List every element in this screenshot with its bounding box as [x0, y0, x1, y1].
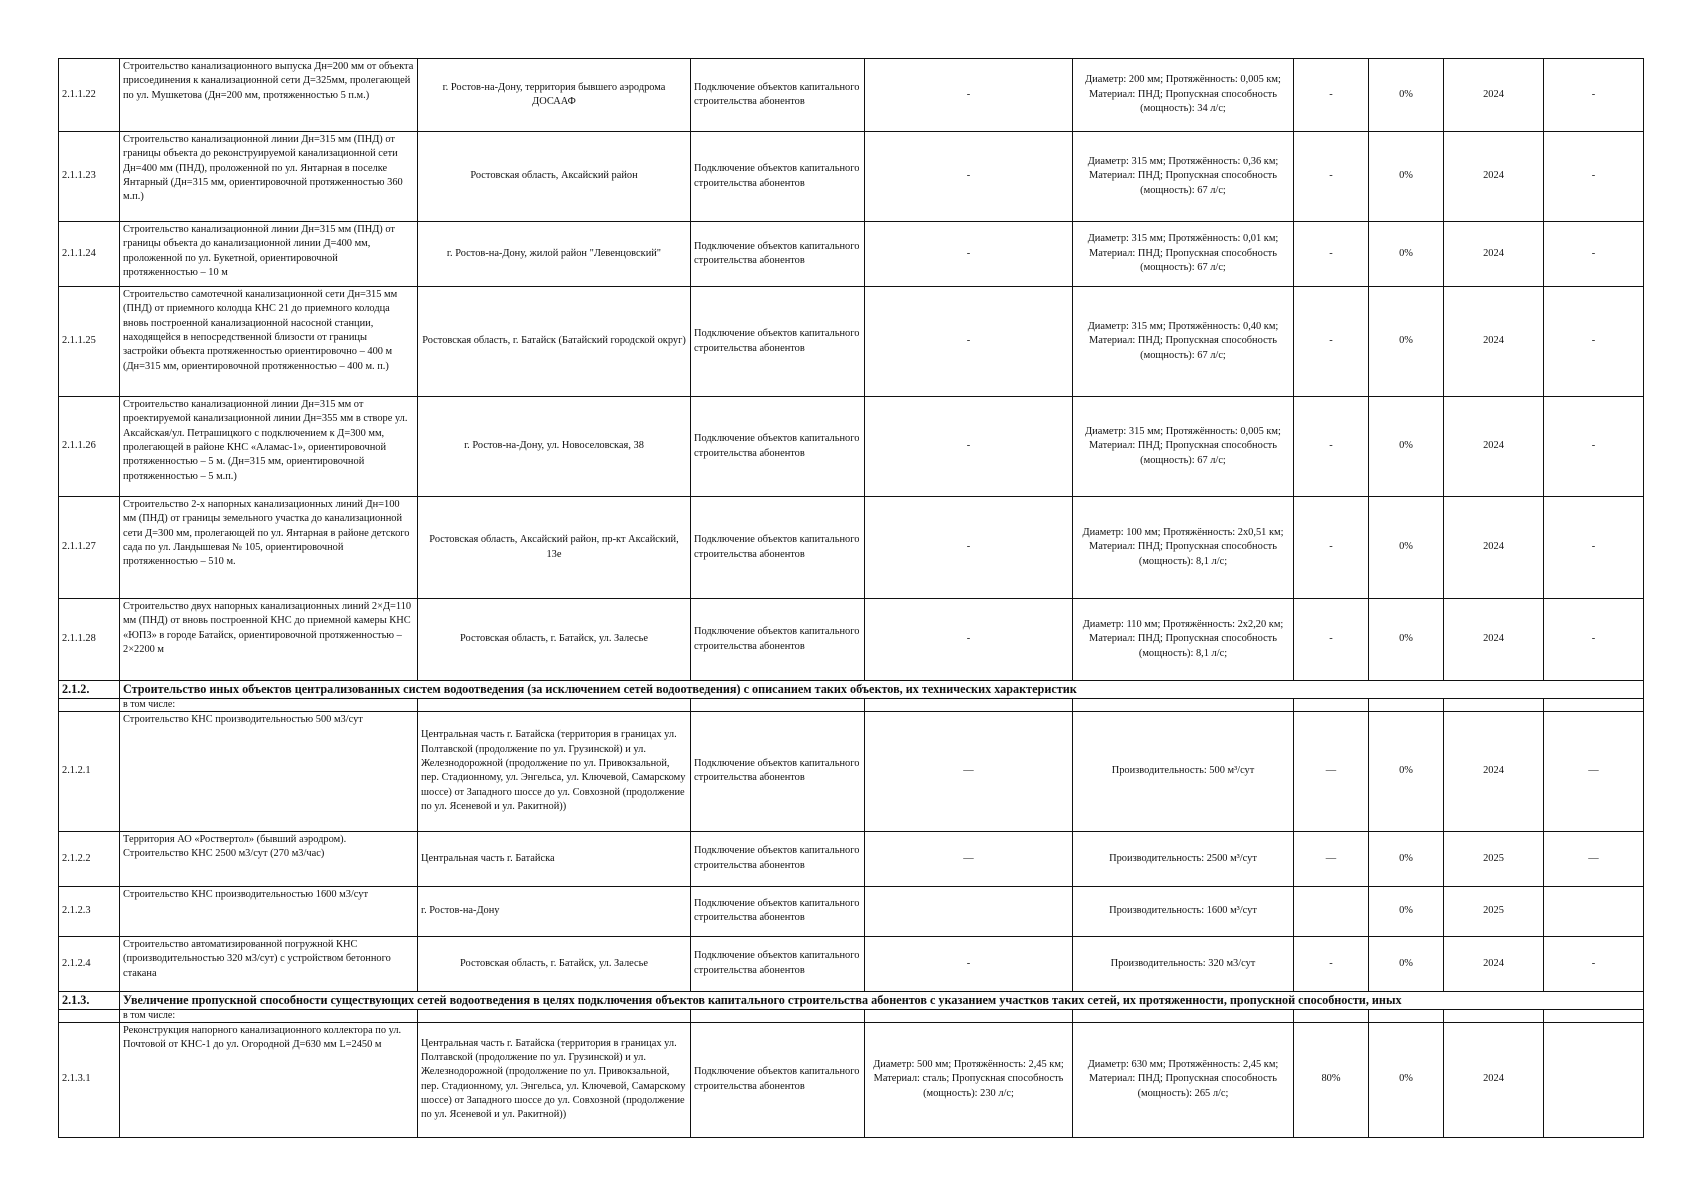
cell-addr: Ростовская область, г. Батайск, ул. Залесье [418, 936, 691, 991]
cell-last: - [1544, 132, 1644, 222]
cell-addr: Центральная часть г. Батайска (территория в границах ул. Полтавской (продолжение по ул. Грузинской) и ул. Железнодорожной (продолжение по ул. Привокзальной, пер. Стадионному, ул. Энгельса, ул. Ключевой, Самарскому шоссе) от Западного шоссе до ул. Совхозной (продолжение по ул. Ясеневой и ул. Ракитной)) [418, 1022, 691, 1137]
section-header-row [59, 991, 1644, 1009]
cell-last [1544, 886, 1644, 936]
empty-cell [1544, 1009, 1644, 1022]
cell-num: 2.1.1.27 [59, 497, 120, 599]
cell-last: — [1544, 711, 1644, 831]
cell-before: - [865, 59, 1073, 132]
cell-addr: г. Ростов-на-Дону, ул. Новоселовская, 38 [418, 397, 691, 497]
cell-prog: 0% [1369, 936, 1444, 991]
cell-prog: 0% [1369, 59, 1444, 132]
empty-cell [1073, 698, 1294, 711]
cell-year: 2024 [1444, 287, 1544, 397]
cell-pct: - [1294, 497, 1369, 599]
cell-pct: - [1294, 287, 1369, 397]
cell-addr: Ростовская область, г. Батайск, ул. Залесье [418, 599, 691, 681]
cell-addr: Центральная часть г. Батайска (территория в границах ул. Полтавской (продолжение по ул. Грузинской) и ул. Железнодорожной (продолжение по ул. Привокзальной, пер. Стадионному, ул. Энгельса, ул. Ключевой, Самарскому шоссе) от Западного шоссе до ул. Совхозной (продолжение по ул. Ясеневой и ул. Ракитной)) [418, 711, 691, 831]
cell-pct [1294, 886, 1369, 936]
table-row [59, 132, 1644, 222]
cell-pct: - [1294, 936, 1369, 991]
cell-name: Строительство КНС производительностью 500 м3/сут [120, 711, 418, 831]
cell-num: 2.1.3.1 [59, 1022, 120, 1137]
cell-prog: 0% [1369, 1022, 1444, 1137]
cell-after: Диаметр: 110 мм; Протяжённость: 2х2,20 км; Материал: ПНД; Пропускная способность (мощность): 8,1 л/с; [1073, 599, 1294, 681]
cell-before: - [865, 497, 1073, 599]
cell-before: - [865, 287, 1073, 397]
empty-cell [1544, 698, 1644, 711]
empty-cell [1444, 698, 1544, 711]
cell-addr: Ростовская область, Аксайский район, пр-кт Аксайский, 13е [418, 497, 691, 599]
cell-prog: 0% [1369, 831, 1444, 886]
section-number: 2.1.3. [59, 991, 120, 1009]
cell-purpose: Подключение объектов капитального строительства абонентов [691, 222, 865, 287]
cell-addr: г. Ростов-на-Дону [418, 886, 691, 936]
empty-cell [865, 698, 1073, 711]
cell-name: Строительство канализационной линии Дн=315 мм (ПНД) от границы объекта до канализационной линии Д=400 мм, проложенной по ул. Букетной, ориентировочной протяженностью – 10 м [120, 222, 418, 287]
cell-name: Строительство канализационной линии Дн=315 мм от проектируемой канализационной линии Дн=355 мм в створе ул. Аксайская/ул. Петрашицкого с подключением к Д=300 мм, пролегающей в районе КНС «Аламас-1», ориентировочной протяженностью – 5 м. (Дн=315 мм, ориентировочной протяженностью – 5 м.п.) [120, 397, 418, 497]
including-label: в том числе: [120, 1009, 418, 1022]
empty-cell [865, 1009, 1073, 1022]
cell-prog: 0% [1369, 599, 1444, 681]
section-number: 2.1.2. [59, 681, 120, 699]
cell-last: - [1544, 599, 1644, 681]
empty-cell [1073, 1009, 1294, 1022]
investment-program-table [58, 58, 1644, 1138]
cell-after: Диаметр: 100 мм; Протяжённость: 2х0,51 км; Материал: ПНД; Пропускная способность (мощность): 8,1 л/с; [1073, 497, 1294, 599]
cell-before: — [865, 711, 1073, 831]
cell-prog: 0% [1369, 711, 1444, 831]
table-row [59, 1022, 1644, 1137]
cell-year: 2024 [1444, 497, 1544, 599]
cell-name: Строительство 2-х напорных канализационных линий Дн=100 мм (ПНД) от границы земельного участка до канализационной сети Д=300 мм, пролегающей по ул. Янтарная в районе детского сада по ул. Ландышевая № 105, ориентировочной протяженностью – 510 м. [120, 497, 418, 599]
cell-after: Диаметр: 315 мм; Протяжённость: 0,40 км; Материал: ПНД; Пропускная способность (мощность): 67 л/с; [1073, 287, 1294, 397]
table-row [59, 711, 1644, 831]
cell-after: Производительность: 320 м3/сут [1073, 936, 1294, 991]
empty-cell [691, 1009, 865, 1022]
table-row [59, 397, 1644, 497]
cell-pct: - [1294, 132, 1369, 222]
including-label: в том числе: [120, 698, 418, 711]
cell-prog: 0% [1369, 287, 1444, 397]
cell-after: Производительность: 500 м³/сут [1073, 711, 1294, 831]
cell-before: - [865, 132, 1073, 222]
table-row [59, 936, 1644, 991]
cell-after: Производительность: 1600 м³/сут [1073, 886, 1294, 936]
empty-cell [418, 1009, 691, 1022]
cell-after: Диаметр: 200 мм; Протяжённость: 0,005 км; Материал: ПНД; Пропускная способность (мощность): 34 л/с; [1073, 59, 1294, 132]
cell-prog: 0% [1369, 886, 1444, 936]
cell-pct: - [1294, 397, 1369, 497]
cell-pct: — [1294, 831, 1369, 886]
empty-cell [1294, 698, 1369, 711]
cell-pct: - [1294, 59, 1369, 132]
cell-purpose: Подключение объектов капитального строительства абонентов [691, 132, 865, 222]
section-title: Строительство иных объектов централизованных систем водоотведения (за исключением сетей водоотведения) с описанием таких объектов, их технических характеристик [120, 681, 1644, 699]
cell-last [1544, 1022, 1644, 1137]
cell-name: Реконструкция напорного канализационного коллектора по ул. Почтовой от КНС-1 до ул. Огородной Д=630 мм L=2450 м [120, 1022, 418, 1137]
cell-last: - [1544, 222, 1644, 287]
cell-num: 2.1.1.26 [59, 397, 120, 497]
empty-cell [1294, 1009, 1369, 1022]
cell-pct: - [1294, 222, 1369, 287]
table-row [59, 222, 1644, 287]
table-row [59, 831, 1644, 886]
cell-num: 2.1.1.23 [59, 132, 120, 222]
subheader-row [59, 1009, 1644, 1022]
table-row [59, 59, 1644, 132]
cell-last: - [1544, 497, 1644, 599]
cell-num: 2.1.1.28 [59, 599, 120, 681]
cell-year: 2024 [1444, 132, 1544, 222]
cell-num: 2.1.1.25 [59, 287, 120, 397]
cell-year: 2024 [1444, 59, 1544, 132]
cell-purpose: Подключение объектов капитального строительства абонентов [691, 287, 865, 397]
empty-cell [1369, 1009, 1444, 1022]
cell-name: Строительство КНС производительностью 1600 м3/сут [120, 886, 418, 936]
cell-purpose: Подключение объектов капитального строительства абонентов [691, 59, 865, 132]
cell-after: Диаметр: 315 мм; Протяжённость: 0,005 км; Материал: ПНД; Пропускная способность (мощность): 67 л/с; [1073, 397, 1294, 497]
cell-purpose: Подключение объектов капитального строительства абонентов [691, 497, 865, 599]
cell-num: 2.1.1.24 [59, 222, 120, 287]
cell-prog: 0% [1369, 222, 1444, 287]
cell-prog: 0% [1369, 132, 1444, 222]
empty-cell [59, 1009, 120, 1022]
cell-num: 2.1.2.4 [59, 936, 120, 991]
cell-pct: 80% [1294, 1022, 1369, 1137]
cell-name: Строительство канализационной линии Дн=315 мм (ПНД) от границы объекта до реконструируемой канализационной сети Дн=400 мм (ПНД), проложенной по ул. Янтарная в поселке Янтарный (Дн=315 мм, ориентировочной протяженностью 360 м.п.) [120, 132, 418, 222]
cell-year: 2024 [1444, 1022, 1544, 1137]
cell-prog: 0% [1369, 497, 1444, 599]
cell-last: - [1544, 397, 1644, 497]
cell-purpose: Подключение объектов капитального строительства абонентов [691, 397, 865, 497]
cell-year: 2024 [1444, 222, 1544, 287]
cell-year: 2024 [1444, 711, 1544, 831]
empty-cell [418, 698, 691, 711]
cell-pct: — [1294, 711, 1369, 831]
cell-pct: - [1294, 599, 1369, 681]
cell-addr: Ростовская область, г. Батайск (Батайский городской округ) [418, 287, 691, 397]
cell-name: Строительство автоматизированной погружной КНС (производительностью 320 м3/сут) с устройством бетонного стакана [120, 936, 418, 991]
cell-name: Территория АО «Роствертол» (бывший аэродром). Строительство КНС 2500 м3/сут (270 м3/час) [120, 831, 418, 886]
cell-addr: Центральная часть г. Батайска [418, 831, 691, 886]
cell-last: - [1544, 59, 1644, 132]
cell-name: Строительство канализационного выпуска Дн=200 мм от объекта присоединения к канализационной сети Д=325мм, пролегающей по ул. Мушкетова (Дн=200 мм, протяженностью 5 п.м.) [120, 59, 418, 132]
cell-purpose: Подключение объектов капитального строительства абонентов [691, 1022, 865, 1137]
cell-last: - [1544, 287, 1644, 397]
cell-after: Производительность: 2500 м³/сут [1073, 831, 1294, 886]
cell-after: Диаметр: 315 мм; Протяжённость: 0,36 км; Материал: ПНД; Пропускная способность (мощность): 67 л/с; [1073, 132, 1294, 222]
cell-after: Диаметр: 315 мм; Протяжённость: 0,01 км; Материал: ПНД; Пропускная способность (мощность): 67 л/с; [1073, 222, 1294, 287]
table-row [59, 886, 1644, 936]
cell-addr: г. Ростов-на-Дону, территория бывшего аэродрома ДОСААФ [418, 59, 691, 132]
empty-cell [1369, 698, 1444, 711]
section-title: Увеличение пропускной способности существующих сетей водоотведения в целях подключения объектов капитального строительства абонентов с указанием участков таких сетей, их протяженности, пропускной способности, иных [120, 991, 1644, 1009]
section-header-row [59, 681, 1644, 699]
cell-prog: 0% [1369, 397, 1444, 497]
cell-last: — [1544, 831, 1644, 886]
cell-before: - [865, 397, 1073, 497]
cell-before: — [865, 831, 1073, 886]
empty-cell [1444, 1009, 1544, 1022]
cell-purpose: Подключение объектов капитального строительства абонентов [691, 599, 865, 681]
subheader-row [59, 698, 1644, 711]
table-row [59, 599, 1644, 681]
cell-num: 2.1.2.3 [59, 886, 120, 936]
cell-name: Строительство двух напорных канализационных линий 2×Д=110 мм (ПНД) от вновь построенной КНС до приемной камеры КНС «ЮПЗ» в городе Батайск, ориентировочной протяженностью – 2×2200 м [120, 599, 418, 681]
cell-purpose: Подключение объектов капитального строительства абонентов [691, 711, 865, 831]
cell-year: 2024 [1444, 599, 1544, 681]
cell-num: 2.1.1.22 [59, 59, 120, 132]
empty-cell [59, 698, 120, 711]
cell-addr: Ростовская область, Аксайский район [418, 132, 691, 222]
cell-purpose: Подключение объектов капитального строительства абонентов [691, 936, 865, 991]
empty-cell [691, 698, 865, 711]
cell-year: 2024 [1444, 397, 1544, 497]
cell-name: Строительство самотечной канализационной сети Дн=315 мм (ПНД) от приемного колодца КНС 21 до приемного колодца вновь построенной канализационной насосной станции, находящейся в непосредственной близости от границы застройки объекта протяженностью ориентировочно – 400 м (Дн=315 мм, ориентировочной протяженностью – 400 м. п.) [120, 287, 418, 397]
cell-purpose: Подключение объектов капитального строительства абонентов [691, 831, 865, 886]
cell-year: 2024 [1444, 936, 1544, 991]
cell-addr: г. Ростов-на-Дону, жилой район "Левенцовский" [418, 222, 691, 287]
table-row [59, 497, 1644, 599]
cell-before: - [865, 936, 1073, 991]
cell-purpose: Подключение объектов капитального строительства абонентов [691, 886, 865, 936]
table-row [59, 287, 1644, 397]
cell-num: 2.1.2.2 [59, 831, 120, 886]
cell-before: - [865, 599, 1073, 681]
cell-year: 2025 [1444, 831, 1544, 886]
cell-before [865, 886, 1073, 936]
cell-year: 2025 [1444, 886, 1544, 936]
cell-num: 2.1.2.1 [59, 711, 120, 831]
cell-last: - [1544, 936, 1644, 991]
cell-before: - [865, 222, 1073, 287]
cell-before: Диаметр: 500 мм; Протяжённость: 2,45 км; Материал: сталь; Пропускная способность (мощность): 230 л/с; [865, 1022, 1073, 1137]
cell-after: Диаметр: 630 мм; Протяжённость: 2,45 км; Материал: ПНД; Пропускная способность (мощность): 265 л/с; [1073, 1022, 1294, 1137]
